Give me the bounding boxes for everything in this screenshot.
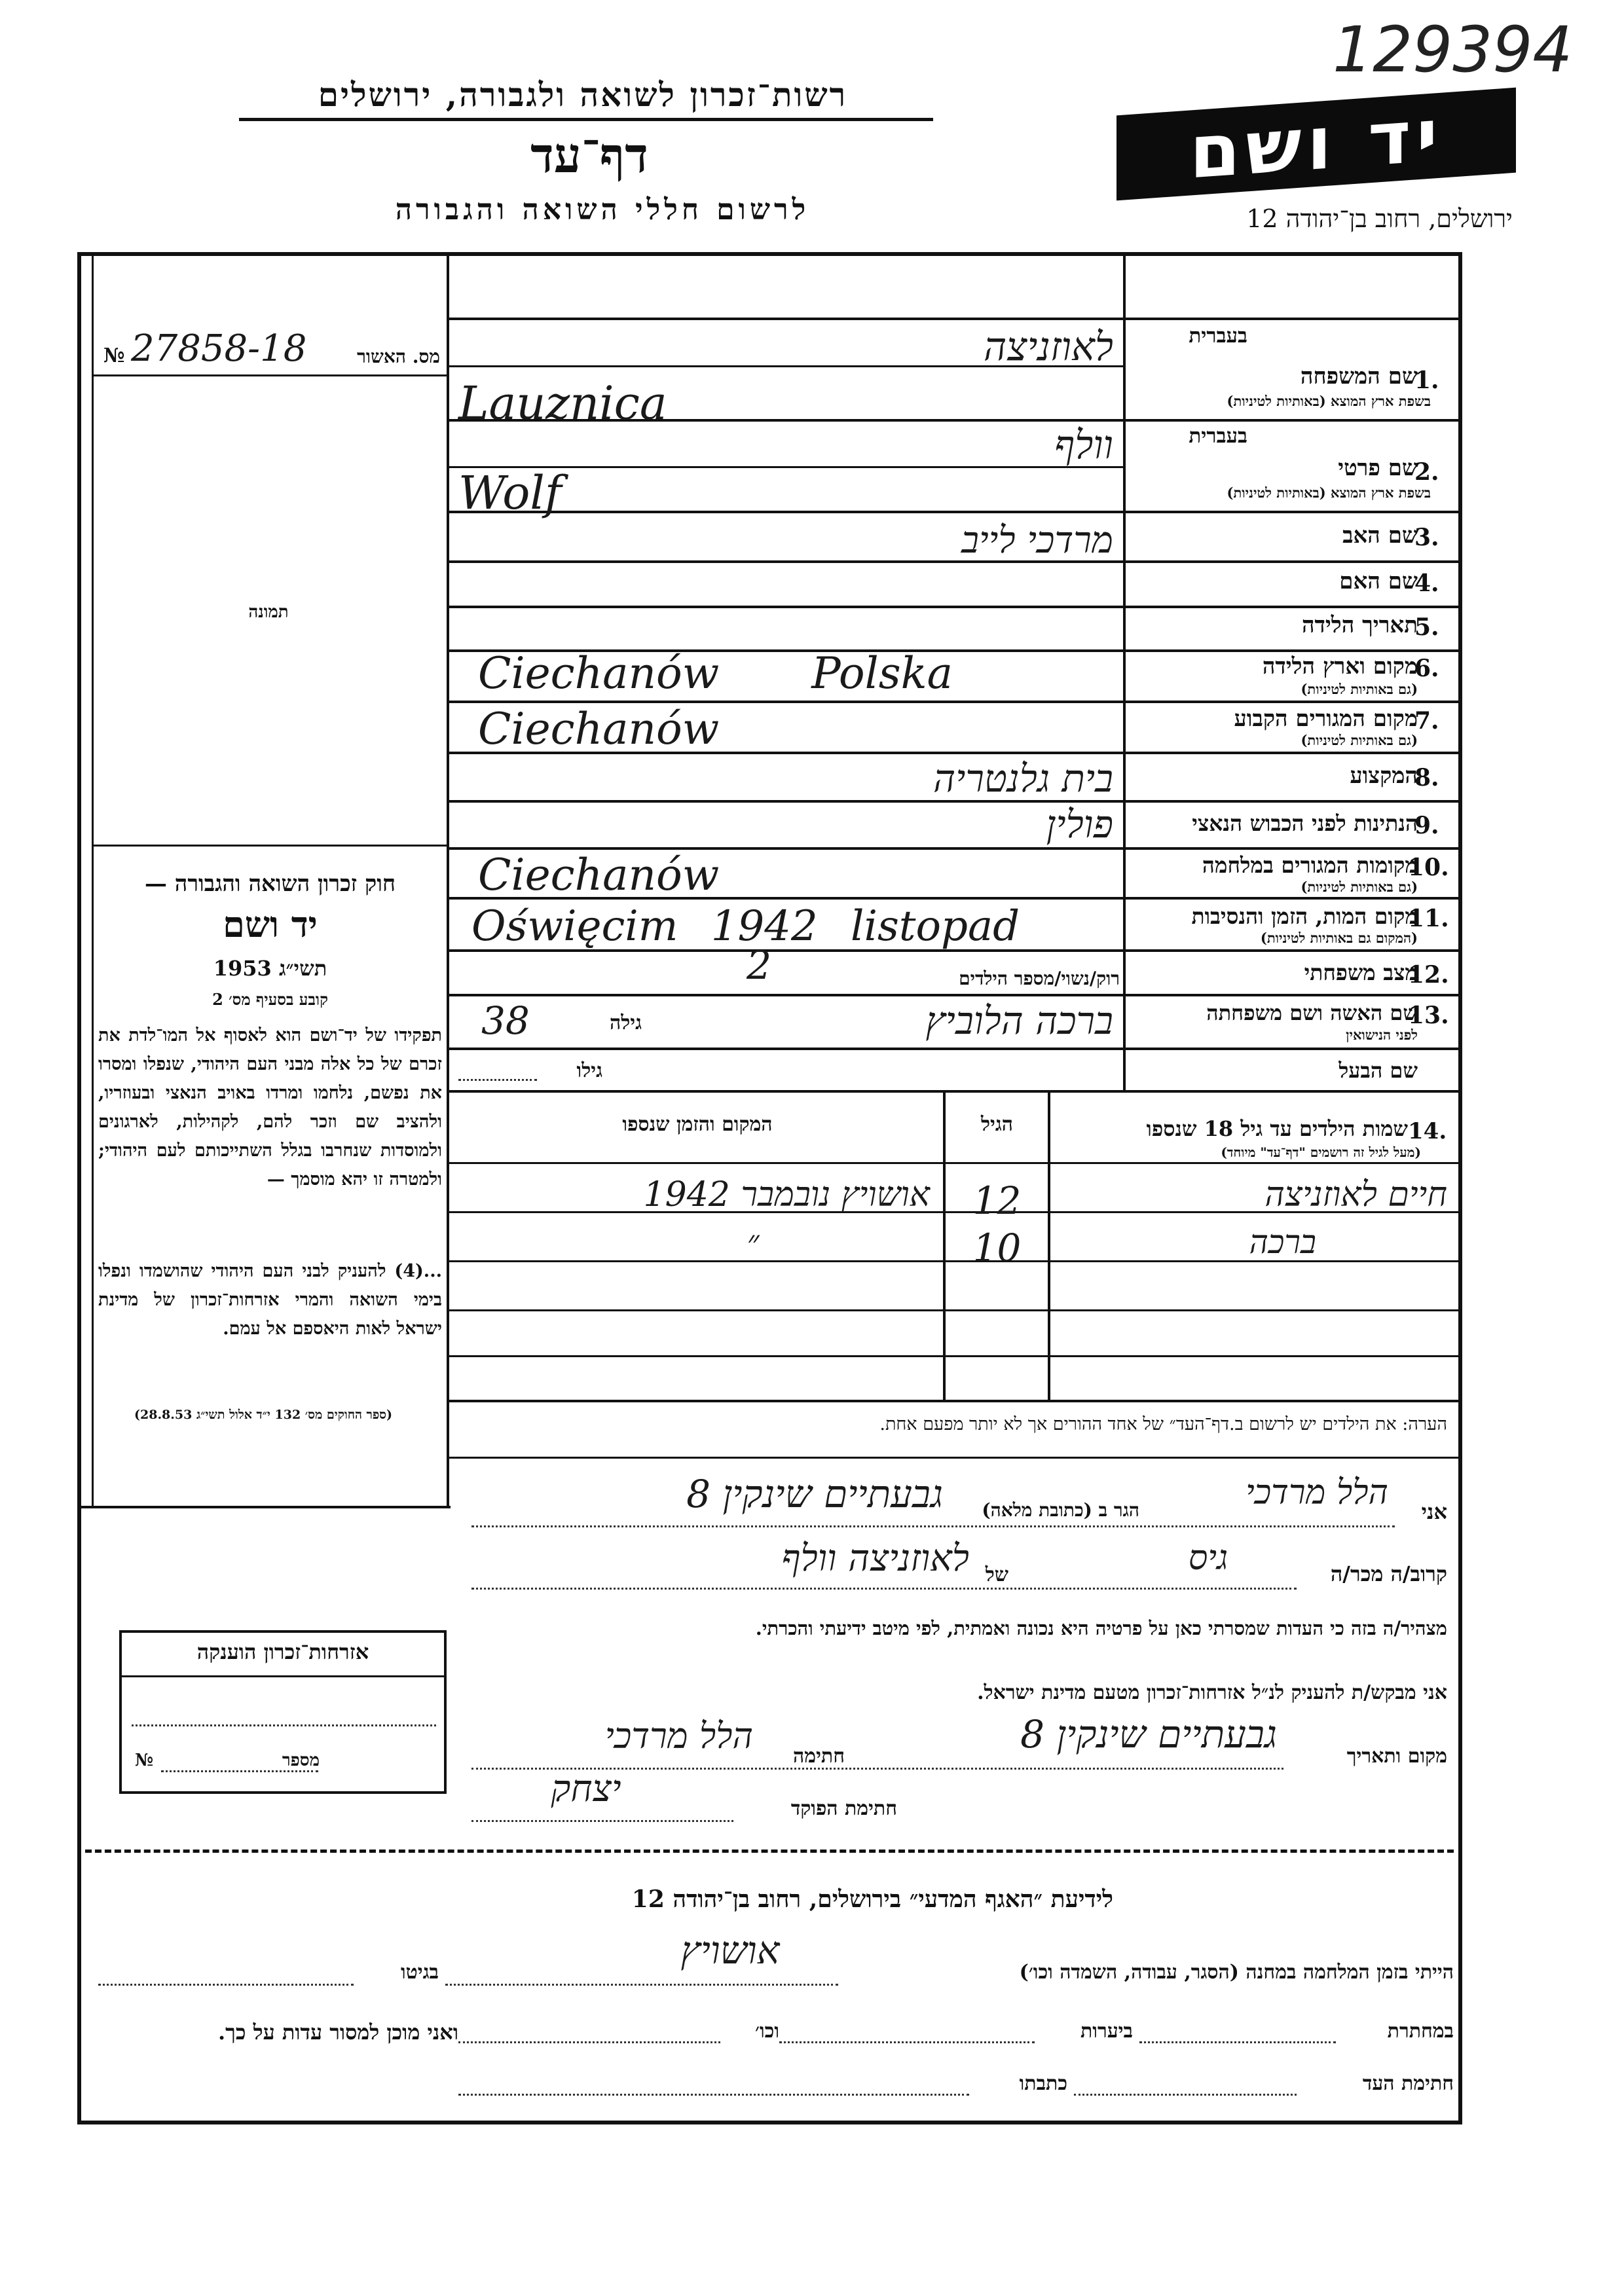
field-2-sub-origin: בשפת ארץ המוצא (באותיות לטיניות) [1227,484,1431,501]
logo-text: יד ושם [1189,92,1443,196]
law-text-2: ...(4) להעניק לבני העם היהודי שהושמדו ונפלו בימי השואה והמרי אזרחות־זכרון של מדינת ישראל לאות היאספם אל עמם. [98,1261,442,1339]
bottom-notice: לידיעת ״האגף המדעי״ בירושלים, רחוב בן־יהודה 12 [631,1886,1113,1913]
field-10-value: Ciechanów [478,850,720,900]
etc-line [458,2041,720,2043]
children-col-place: המקום והזמן שנספו [622,1113,773,1136]
children-col-2 [943,1092,946,1400]
citizenship-line [132,1724,436,1726]
header-address: ירושלים, רחוב בן־יהודה 12 [1246,204,1513,233]
field-2-num: 2. [1414,458,1439,486]
field-12-num: 12. [1408,961,1449,989]
children-label: שמות הילדים עד גיל 18 שנספו [1146,1116,1408,1141]
left-column-divider [447,252,449,1506]
field-4-label: שם האם [1339,568,1418,594]
camp-label: הייתי בזמן המלחמה במחנה (הסגר, עבודה, השמדה וכו׳) [1019,1961,1454,1984]
form-title: דף־עד [530,128,648,184]
field-3-num: 3. [1414,524,1439,551]
row-line [449,511,1461,513]
field-2-sub-he: בעברית [1189,424,1247,448]
witness-sig-line [1074,2094,1297,2096]
label-column-divider [1123,255,1126,1090]
left-ruled-divider [92,255,94,1506]
declaration-text: מצהיר/ה בזה כי העדות שמסרתי כאן על פרטיה היא נכונה ואמתית, לפי מיטב ידיעתי והכרתי. [755,1617,1447,1639]
field-8-num: 8. [1414,764,1439,792]
row-line [449,606,1461,608]
forests: ביערות [1080,2020,1133,2043]
approval-number: 27858-18 [131,327,307,370]
field-7-num: 7. [1414,707,1439,735]
law-name: יד ושם [223,903,318,945]
relative-line [471,1588,1297,1590]
of-name: לאוזניצה וולף [781,1537,969,1580]
field-12-mid-label: רוק/נשוי/מספר הילדים [959,968,1120,989]
field-6-label: מקום וארץ הלידה [1262,653,1418,680]
etc: וכו׳ [755,2020,779,2043]
citizenship-number-label: מספר [282,1751,320,1770]
field-1-sub-he: בעברית [1189,324,1247,348]
field-9-label: הנתינות לפני הכבוש הנאצי [1192,811,1418,836]
request-text: אני מבקש/ת להעניק לנ״ל אזרחות־זכרון מטעם מדינת ישראל. [977,1681,1447,1704]
field-13-num: 13. [1408,1002,1449,1029]
declarant-line [471,1525,1395,1527]
signature-label: חתימה [793,1745,845,1768]
field-6-num: 6. [1414,655,1439,682]
field-5-label: תאריך הלידה [1301,612,1418,638]
in-ghetto: בגיטו [400,1961,439,1984]
officer-signature: יצחק [551,1768,621,1810]
row-line [449,1048,1461,1050]
row-line [449,701,1461,703]
address-label: כתבתו [1019,2072,1067,2095]
approval-line [92,374,449,376]
note-bottom-line [449,1457,1461,1459]
field-12-label: מצב משפחתי [1304,960,1418,985]
husband-age-dots [458,1079,537,1081]
approval-field [98,327,445,373]
citizenship-title-line [122,1675,444,1677]
field-7-label: מקום המגורים הקבוע [1234,706,1418,732]
ghetto-line [98,1984,354,1986]
officer-line [471,1820,733,1822]
law-clause: קובע בסעיף מס׳ 2 [212,990,328,1009]
field-13-sub: לפני הנישואין [1346,1027,1418,1043]
field-6-sub: (גם באותיות לטיניות) [1301,681,1418,697]
field-11-num: 11. [1408,905,1449,932]
citizenship-title: אזרחות־זכרון הוענקה [196,1639,369,1664]
camp-line [445,1984,838,1986]
children-col-1 [1048,1092,1050,1400]
declarant-resides-label: הגר ב (כתובת מלאה) [982,1499,1139,1521]
field-11-sub: (המקום גם באותיות לטיניות) [1260,930,1418,946]
children-row-line [449,1309,1461,1311]
field-11-label: מקום המות, הזמן והנסיבות [1191,903,1418,929]
field-13-age-value: 38 [481,998,530,1043]
husband-age-label: גילו [576,1059,602,1082]
top-row-line [447,318,1462,320]
law-block-bottom [77,1506,451,1508]
children-note: הערה: את הילדים יש לרשום ב.דף־העד״ של אחד ההורים אך לא יותר מפעם אחת. [879,1414,1447,1434]
field-6-value: Ciechanów Polska [478,648,953,699]
field-1-value-he: לאוזניצה [984,324,1113,370]
field-11-value: Oświęcim 1942 listopad [471,902,1020,951]
field-1-label: שם המשפחה [1300,363,1418,390]
children-col-age: הגיל [980,1113,1014,1136]
children-num: 14. [1408,1118,1447,1144]
field-13-value: ברכה הלוביץ [925,998,1113,1043]
forests-line [779,2041,1035,2043]
children-row-line [449,1355,1461,1357]
field-5-num: 5. [1414,613,1439,641]
of-label: של [985,1563,1008,1586]
photo-bottom-line [92,845,449,847]
field-1-num: 1. [1414,367,1439,394]
place-date-value: גבעתיים שינקין 8 [1020,1712,1277,1757]
camp-value: אושויץ [680,1928,780,1973]
field-8-value: בית גלנטריה [933,756,1113,801]
signature-value: הלל מרדכי [604,1715,753,1757]
field-10-num: 10. [1408,854,1449,881]
law-title: חוק זכרון השואה והגבורה — [144,871,396,897]
form-subtitle: לרשום חללי השואה והגבורה [395,193,810,227]
photo-label: תמונה [248,602,289,622]
field-3-value: מרדכי לייב [961,519,1113,562]
field-2-value-latin: Wolf [458,466,562,520]
relative-label: קרוב/ה מכר/ה [1330,1561,1447,1586]
children-bottom-line [449,1400,1461,1402]
field-9-num: 9. [1414,812,1439,839]
field-9-value: פולין [1046,802,1113,847]
authority-underline [239,118,933,121]
field-13-label: שם האשה ושם משפחתה [1206,1000,1418,1025]
husband-label: שם הבעל [1338,1058,1418,1083]
officer-label: חתימת הפוקד [790,1797,897,1820]
field-7-sub: (גם באותיות לטיניות) [1301,732,1418,748]
citizenship-number-prefix: № [135,1751,154,1770]
row-line [449,994,1461,996]
citizenship-number-line [161,1770,318,1772]
ready-text: ואני מוכן למסור עדות על כך. [217,2020,458,2045]
declarant-address: גבעתיים שינקין 8 [686,1472,943,1516]
child-2-age: 10 [972,1226,1022,1270]
place-date-label: מקום ותאריך [1346,1745,1447,1768]
declarant-i: אני [1421,1499,1447,1524]
field-13-age-label: גילה [609,1011,642,1034]
child-1-age: 12 [972,1178,1022,1223]
address-line [458,2094,969,2096]
field-3-label: שם האב [1342,522,1418,549]
declarant-name: הלל מרדכי [1246,1473,1388,1512]
logo [1116,88,1516,201]
approval-prefix: № [103,344,125,367]
archive-number: 129394 [1333,13,1573,86]
child-1-name: חיים לאוזניצה [1264,1175,1447,1214]
row-line [449,1090,1461,1093]
field-8-label: המקצוע [1350,763,1418,789]
children-sub: (מעל לגיל זה רושמים "דף־עד" מיוחד) [1221,1144,1421,1160]
underground-line [1139,2041,1336,2043]
authority-heading: רשות־זכרון לשואה ולגבורה, ירושלים [318,75,848,114]
law-text: תפקידו של יד־ושם הוא לאסוף אל המו־לדת את זכרם של כל אלה מבני העם היהודי, שנפלו ומסרו את נפשם, נלחמו ומרדו באויב הנאצי ובעוזריו, ולהציב שם וזכר להם, לקהילות, לארגונים ולמוסדות שנחרבו בגלל השתייכותם לעם היהודי; ולמטרה זו יהא מוסמך — [98,1025,442,1190]
field-10-label: מקומות המגורים במלחמה [1202,852,1418,878]
field-2-value-he: וולף [1054,422,1113,468]
underground: במחתרת [1387,2020,1454,2043]
bottom-separator [85,1850,1454,1853]
citizenship-box [119,1630,447,1794]
field-12-value: 2 [747,943,772,989]
field-7-value: Ciechanów [478,704,720,754]
field-1-value-latin: Lauznica [458,376,667,430]
field-1-sub-origin: בשפת ארץ המוצא (באותיות לטיניות) [1227,393,1431,409]
approval-label: מס. האשור [357,346,440,367]
field-10-sub: (גם באותיות לטיניות) [1301,879,1418,895]
field-2-label: שם פרטי [1338,455,1418,481]
child-2-name: ברכה [1249,1223,1316,1261]
law-citation: (ספר החוקים מס׳ 132 י״ד אלול תשי״ג 28.8.53) [134,1408,392,1422]
field-4-num: 4. [1414,570,1439,597]
witness-sig-label: חתימת העד [1362,2072,1454,2095]
law-year: תשי״ג 1953 [213,956,327,981]
children-header-line [449,1162,1461,1164]
relation-value: גיס [1188,1539,1228,1578]
child-2-place: ״ [747,1223,760,1261]
child-1-place: אושויץ נובמבר 1942 [643,1175,930,1214]
